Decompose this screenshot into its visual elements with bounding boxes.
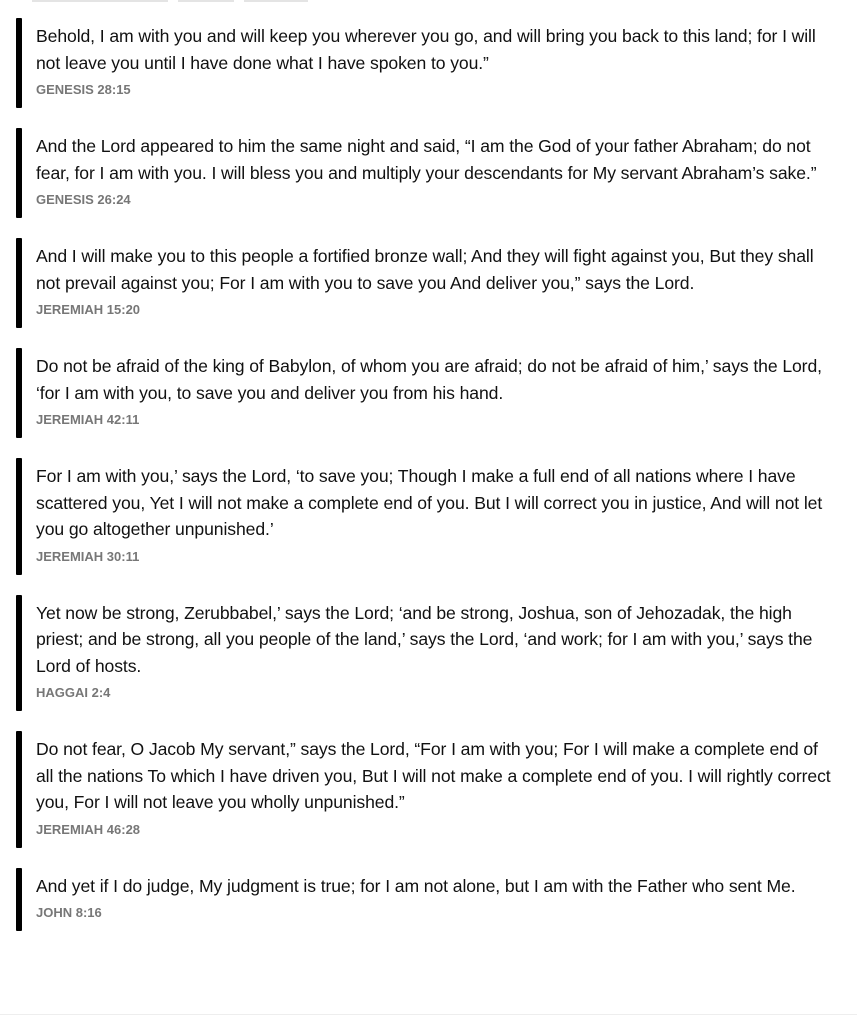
verse-accent-bar — [16, 595, 22, 712]
verse-item[interactable] — [0, 591, 857, 704]
verse-reference[interactable]: JEREMIAH 15:20 — [36, 302, 141, 317]
verse-text: Behold, I am with you and will keep you wherever you go, and will bring you back to this land; for I will not leave you until I have done what I have spoken to you.” — [36, 26, 816, 73]
verse-text: Do not fear, O Jacob My servant,” says the Lord, “For I am with you; For I will make a complete end of all the nations To which I have driven you, But I will not make a complete end of you. I will rightly correct you, For I will not leave you wholly unpunished.” — [36, 739, 831, 812]
verse-reference[interactable]: GENESIS 28:15 — [36, 82, 131, 97]
verse-reference[interactable]: JEREMIAH 30:11 — [36, 548, 140, 564]
verse-item[interactable] — [0, 344, 857, 430]
verse-accent-bar — [16, 868, 22, 932]
verse-item[interactable] — [0, 727, 857, 840]
verse-list — [0, 14, 857, 947]
verse-text: And I will make you to this people a fortified bronze wall; And they will fight against you, But they shall not prevail against you; For I am with you to save you And deliver you,” says the Lord. — [36, 246, 814, 293]
verse-text: And yet if I do judge, My judgment is true; for I am not alone, but I am with the Father who sent Me. — [36, 875, 796, 896]
verse-item[interactable] — [0, 864, 857, 924]
top-tab-3[interactable] — [244, 0, 308, 2]
verse-reference[interactable]: JEREMIAH 46:28 — [36, 821, 141, 837]
verse-text: And the Lord appeared to him the same night and said, “I am the God of your father Abraham; do not fear, for I am with you. I will bless you and multiply your descendants for My servant Abraham’s sake.” — [36, 136, 817, 183]
verse-item[interactable] — [0, 124, 857, 210]
verse-reference[interactable]: JOHN 8:16 — [36, 905, 102, 920]
top-tab-2[interactable] — [178, 0, 234, 2]
verse-accent-bar — [16, 128, 22, 218]
verse-item[interactable] — [0, 14, 857, 100]
verse-text: For I am with you,’ says the Lord, ‘to save you; Though I make a full end of all nations where I have scattered you, Yet I will not make a complete end of you. But I will correct you in justice, And will not let you go altogether unpunished.’ — [36, 466, 823, 539]
verse-reference[interactable]: GENESIS 26:24 — [36, 192, 131, 207]
verse-accent-bar — [16, 18, 22, 108]
verse-item[interactable] — [0, 234, 857, 320]
verse-text: Do not be afraid of the king of Babylon, of whom you are afraid; do not be afraid of him,’ says the Lord, ‘for I am with you, to save you and deliver you from his hand. — [36, 356, 822, 403]
bottom-divider — [0, 1014, 857, 1015]
verse-reference[interactable]: JEREMIAH 42:11 — [36, 412, 140, 427]
verse-accent-bar — [16, 458, 22, 575]
verse-accent-bar — [16, 238, 22, 328]
top-tab-1[interactable] — [32, 0, 168, 2]
verse-accent-bar — [16, 731, 22, 848]
verse-accent-bar — [16, 348, 22, 438]
verse-item[interactable] — [0, 454, 857, 567]
verse-text: Yet now be strong, Zerubbabel,’ says the Lord; ‘and be strong, Joshua, son of Jehozadak, the high priest; and be strong, all you people of the land,’ says the Lord, ‘and work; for I am with you,’ says the Lord of hosts. — [36, 602, 813, 676]
verse-reference[interactable]: HAGGAI 2:4 — [36, 685, 111, 700]
